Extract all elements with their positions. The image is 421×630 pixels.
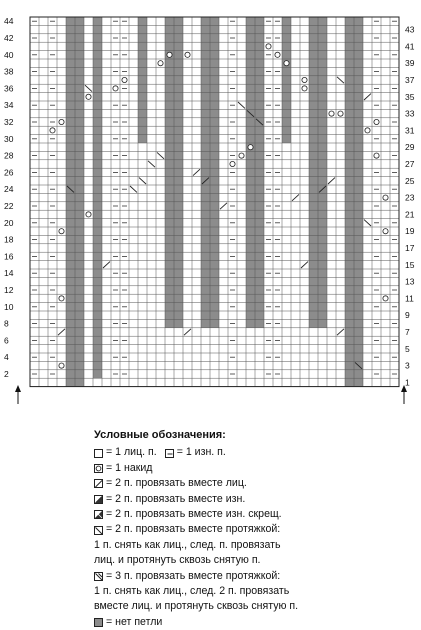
no-stitch-block — [138, 17, 147, 143]
legend-ssk-desc-1: 1 п. снять как лиц., след. п. провязать — [94, 538, 281, 551]
row-number-left: 16 — [4, 251, 14, 262]
legend-sk2p-desc-2: вместе лиц. и протянуть сквозь снятую п. — [94, 600, 299, 613]
row-number-left: 24 — [4, 184, 14, 195]
row-number-right: 13 — [405, 276, 415, 287]
legend-row-yarn-over — [94, 461, 414, 476]
row-number-right: 25 — [405, 175, 415, 186]
row-number-left: 20 — [4, 217, 14, 228]
legend-row-knit-purl — [94, 445, 414, 460]
row-number-left: 6 — [4, 335, 9, 346]
legend-yarn-over-label: = 1 накид — [106, 461, 153, 474]
legend-knit-label: = 1 лиц. п. — [106, 446, 157, 459]
row-number-left: 40 — [4, 49, 14, 60]
row-number-right: 7 — [405, 327, 410, 337]
legend-row-p2tog-tbl — [94, 507, 414, 522]
legend-k2tog-label: = 2 п. провязать вместе лиц. — [106, 477, 247, 490]
row-number-right: 27 — [405, 159, 415, 169]
yarn-over-mark — [158, 61, 163, 66]
no-stitch-block — [282, 17, 291, 143]
yarn-over-mark — [122, 77, 127, 82]
knit-symbol-icon — [94, 449, 103, 458]
row-number-left: 10 — [4, 301, 14, 312]
ssk-symbol-icon — [94, 526, 103, 535]
yarn-over-mark — [329, 111, 334, 116]
yarn-over-mark — [383, 195, 388, 200]
legend-row-sk2p — [94, 569, 414, 584]
row-number-left: 22 — [4, 201, 14, 211]
yarn-over-mark — [302, 86, 307, 91]
yarn-over-mark — [338, 111, 343, 116]
yarn-over-mark — [59, 296, 64, 301]
yarn-over-mark — [374, 153, 379, 158]
row-number-right: 23 — [405, 192, 415, 203]
direction-arrow-left-icon — [15, 385, 21, 392]
no-stitch-symbol-icon — [94, 618, 103, 627]
yarn-over-mark — [50, 128, 55, 133]
row-number-left: 12 — [4, 285, 14, 295]
yarn-over-mark — [59, 363, 64, 368]
yarn-over-mark — [239, 153, 244, 158]
row-number-left: 8 — [4, 318, 9, 329]
row-number-right: 35 — [405, 91, 415, 102]
yarn-over-mark — [374, 119, 379, 124]
row-number-left: 42 — [4, 33, 14, 43]
yarn-over-mark — [275, 52, 280, 57]
yarn-over-mark — [167, 52, 172, 57]
row-number-right: 5 — [405, 343, 410, 354]
row-number-right: 41 — [405, 41, 415, 52]
row-number-left: 30 — [4, 133, 14, 144]
row-number-right: 21 — [405, 209, 415, 220]
no-stitch-block — [93, 17, 102, 378]
row-number-left: 14 — [4, 268, 14, 279]
row-number-right: 31 — [405, 125, 415, 136]
yarn-over-mark — [365, 128, 370, 133]
row-number-right: 11 — [405, 293, 414, 304]
yarn-over-mark — [59, 229, 64, 234]
yarn-over-symbol-icon — [94, 464, 103, 473]
yarn-over-mark — [383, 229, 388, 234]
row-number-left: 26 — [4, 167, 14, 178]
row-number-left: 32 — [4, 117, 14, 127]
yarn-over-mark — [284, 61, 289, 66]
yarn-over-mark — [86, 212, 91, 217]
legend-row-ssk — [94, 522, 414, 537]
yarn-over-mark — [113, 86, 118, 91]
legend-row-k2tog — [94, 476, 414, 491]
row-number-right: 39 — [405, 58, 415, 69]
row-number-right: 17 — [405, 243, 415, 253]
yarn-over-mark — [59, 119, 64, 124]
row-number-right: 33 — [405, 108, 415, 119]
row-number-left: 4 — [4, 352, 9, 363]
legend-p2tog-tbl-label: = 2 п. провязать вместе изн. скрещ. — [106, 508, 282, 521]
row-number-left: 36 — [4, 83, 14, 94]
yarn-over-mark — [248, 145, 253, 150]
row-number-left: 34 — [4, 100, 14, 111]
yarn-over-mark — [86, 94, 91, 99]
row-number-right: 29 — [405, 142, 415, 153]
row-number-left: 44 — [4, 16, 14, 27]
legend-p2tog-label: = 2 п. провязать вместе изн. — [106, 492, 246, 505]
p2tog-symbol-icon — [94, 495, 103, 504]
row-number-left: 2 — [4, 369, 9, 379]
purl-symbol-icon — [165, 449, 174, 458]
row-number-right: 19 — [405, 226, 415, 237]
legend-sk2p-desc-1: 1 п. снять как лиц., след. 2 п. провязать — [94, 585, 290, 598]
row-number-right: 1 — [405, 377, 410, 388]
yarn-over-mark — [266, 44, 271, 49]
row-number-left: 38 — [4, 66, 14, 77]
row-number-left: 28 — [4, 150, 14, 161]
row-number-right: 37 — [405, 75, 415, 85]
legend-row-p2tog — [94, 492, 414, 507]
legend-ssk-label: = 2 п. провязать вместе протяжкой: — [106, 523, 281, 536]
yarn-over-mark — [383, 296, 388, 301]
legend-row-no-stitch — [94, 615, 414, 630]
p2tog-tbl-symbol-icon — [94, 510, 103, 519]
legend-sk2p-label: = 3 п. провязать вместе протяжкой: — [106, 569, 281, 582]
row-number-right: 9 — [405, 310, 410, 321]
yarn-over-mark — [185, 52, 190, 57]
row-number-right: 43 — [405, 24, 415, 35]
legend-no-stitch-label: = нет петли — [106, 615, 163, 628]
legend-purl-label: = 1 изн. п. — [176, 446, 226, 459]
sk2p-symbol-icon — [94, 572, 103, 581]
legend-title: Условные обозначения: — [94, 429, 226, 441]
k2tog-symbol-icon — [94, 479, 103, 488]
legend-ssk-desc-2: лиц. и протянуть сквозь снятую п. — [94, 554, 261, 567]
row-number-right: 3 — [405, 360, 410, 371]
yarn-over-mark — [302, 77, 307, 82]
row-number-right: 15 — [405, 259, 415, 270]
legend — [94, 428, 414, 630]
yarn-over-mark — [230, 161, 235, 166]
row-number-left: 18 — [4, 234, 14, 245]
